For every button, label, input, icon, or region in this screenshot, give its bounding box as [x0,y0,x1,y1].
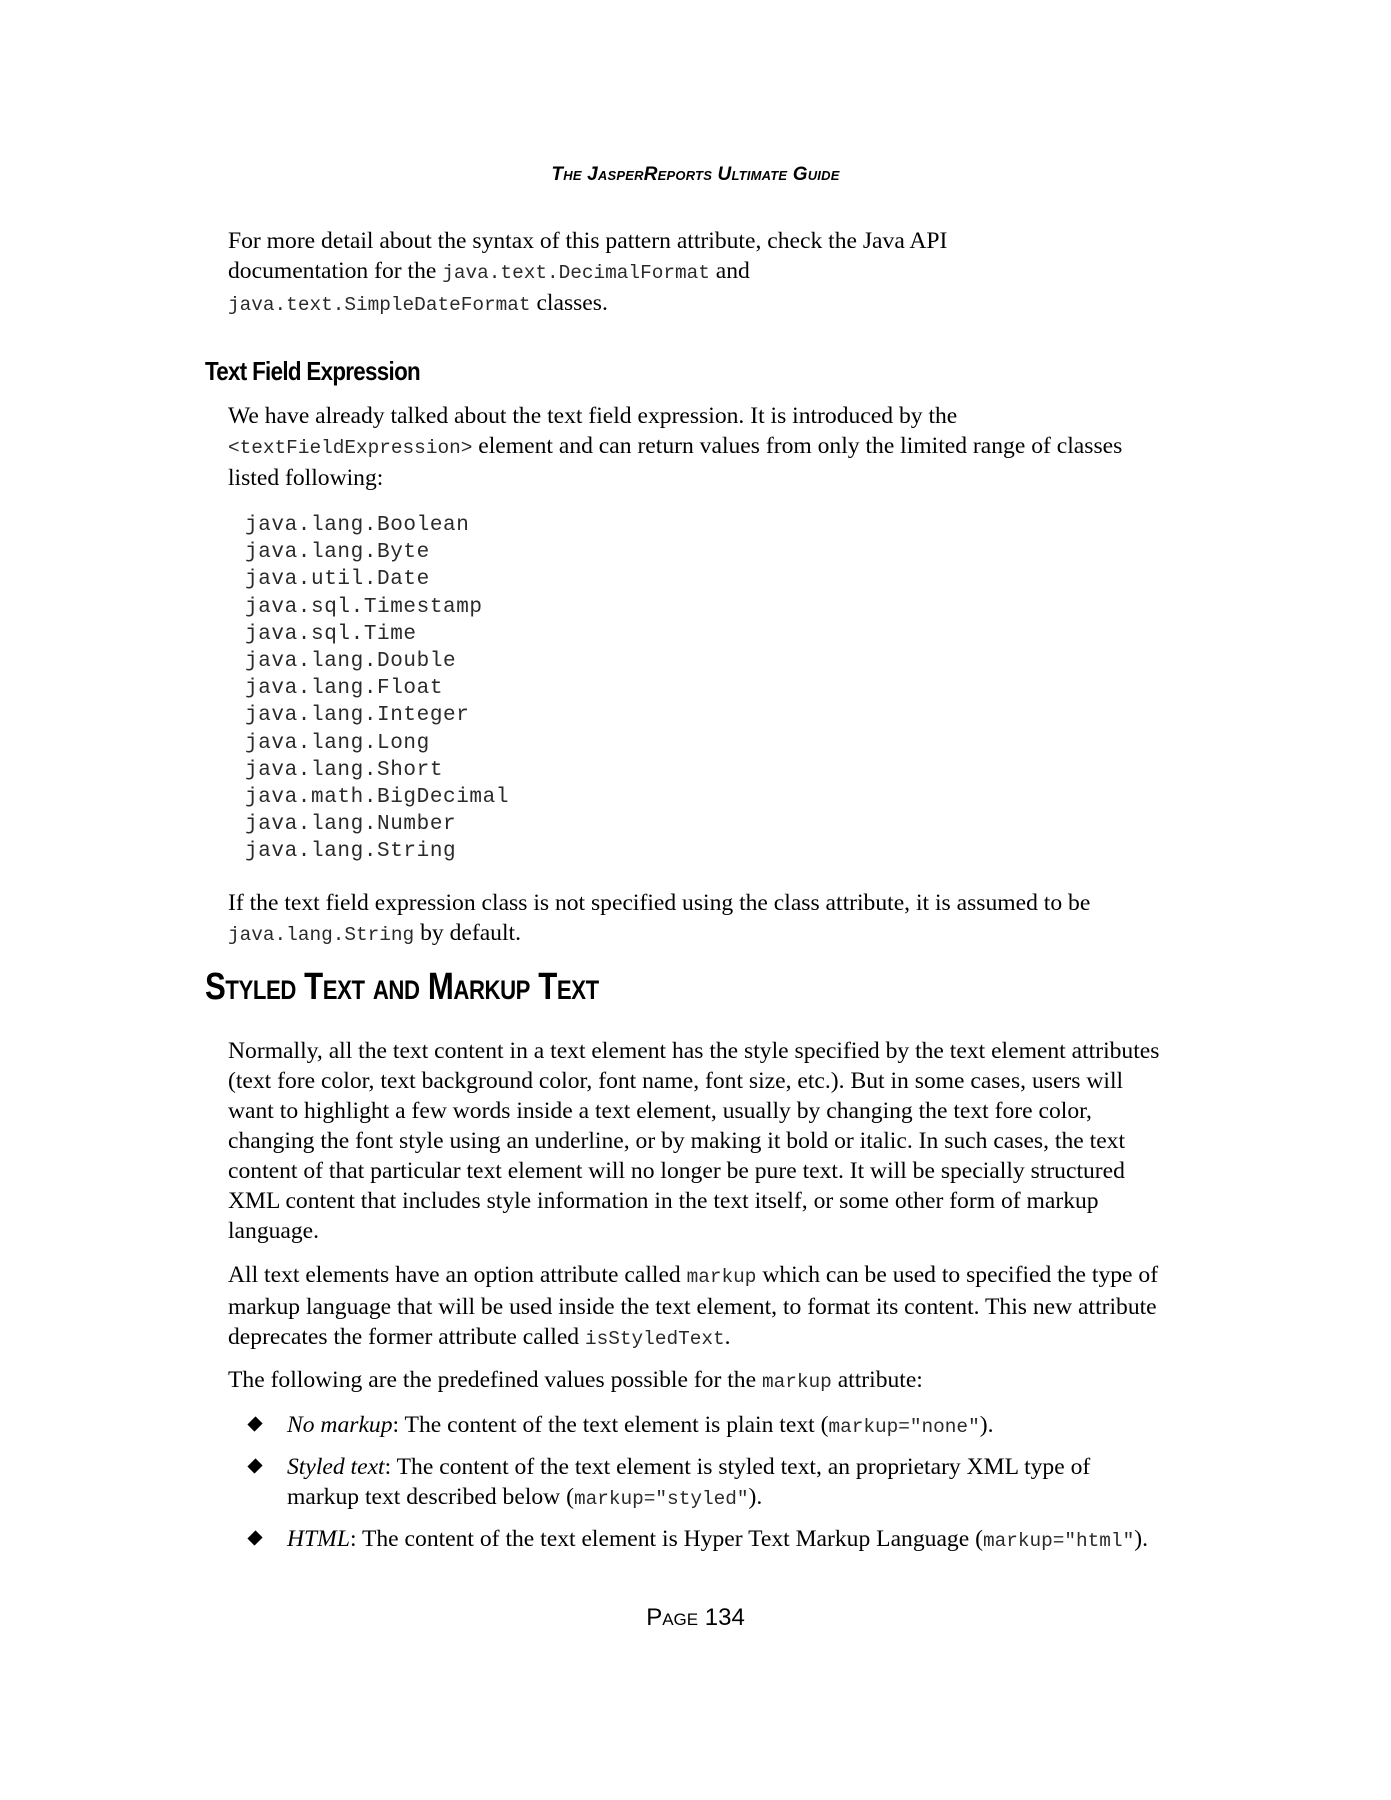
paragraph-text: If the text field expression class is not specified using the class attribute, it is assumed to be [228,890,1091,916]
inline-code: markup="html" [982,1530,1135,1552]
bullet-text: ). [979,1412,994,1438]
inline-code: markup [686,1266,757,1288]
section-heading-text-field-expression: Text Field Expression [205,356,421,386]
markup-value-item [248,1410,1168,1442]
class-list-item: java.math.BigDecimal [245,786,510,810]
styled-paragraph-3 [228,1365,1173,1397]
diamond-bullet-icon [247,1458,262,1473]
inline-code: java.text.SimpleDateFormat [228,294,531,316]
class-list-item: java.lang.Long [245,731,430,755]
running-header: The JasperReports Ultimate Guide [551,164,840,185]
bullet-text: : The content of the text element is Hyper Text Markup Language ( [349,1526,983,1552]
class-list-item: java.lang.Double [245,650,457,674]
inline-code: isStyledText [585,1328,725,1350]
inline-code: markup [761,1371,832,1393]
bullet-text: : The content of the text element is plain text ( [392,1412,829,1438]
paragraph-text: For more detail about the syntax of this pattern attribute, check the Java API documentation for the [228,228,948,284]
bullet-term: HTML [287,1526,350,1552]
bullet-text: ). [1134,1526,1148,1552]
intro-paragraph [228,226,988,320]
diamond-bullet-icon [247,1416,262,1431]
class-list-item: java.util.Date [245,568,430,592]
inline-code: java.lang.String [228,924,415,946]
class-list-item: java.lang.Short [245,758,444,782]
class-list-item: java.lang.Byte [245,541,430,565]
styled-paragraph-1: Normally, all the text content in a text element has the style specified by the text element attributes (text fore color, text background color, font name, font size, etc.). But in some cases, users will want to highlight a few words inside a text element, usually by changing the text fore color, changing the font style using an underline, or by making it bold or italic. In such cases, the text content of that particular text element will no longer be pure text. It will be specially structured XML content that includes style information in the text itself, or some other form of markup language. [228,1038,1160,1244]
paragraph-text: We have already talked about the text field expression. It is introduced by the [228,403,958,429]
class-list-item: java.lang.Number [245,813,457,837]
paragraph-text: which can be used to specified the type of markup language that will be used inside the text element, to format its content. This new attribute deprecates the former attribute called [228,1262,1159,1350]
markup-values-list [248,1410,1168,1566]
class-list-item: java.lang.String [245,840,457,864]
supported-classes-list [245,512,509,866]
section-heading-styled-text: Styled Text and Markup Text [205,966,599,1008]
class-list-item: java.sql.Timestamp [245,595,483,619]
paragraph-text: element and can return values from only the limited range of classes listed following: [228,433,1123,491]
class-list-item: java.lang.Boolean [245,514,470,537]
inline-code: markup="styled" [573,1488,749,1510]
text-field-paragraph-1 [228,401,1173,493]
page-number: Page 134 [646,1604,745,1631]
bullet-term: No markup [287,1412,393,1438]
markup-value-item [248,1524,1168,1556]
class-list-item: java.lang.Float [245,677,444,701]
inline-code: markup="none" [828,1416,980,1438]
paragraph-text: The following are the predefined values possible for the [228,1367,762,1393]
inline-code: <textFieldExpression> [228,437,473,459]
paragraph-text: classes. [530,290,608,316]
class-list-item: java.lang.Integer [245,704,470,728]
text-field-paragraph-2 [228,888,1173,950]
bullet-text: ). [748,1484,763,1510]
styled-paragraph-2 [228,1260,1173,1354]
bullet-term: Styled text [287,1454,385,1480]
paragraph-text: All text elements have an option attribute called [228,1262,687,1288]
class-list-item: java.sql.Time [245,622,417,646]
paragraph-text: . [724,1324,731,1350]
paragraph-text: by default. [414,920,521,946]
bullet-text: : The content of the text element is styled text, an proprietary XML type of markup text described below ( [287,1454,1091,1510]
inline-code: java.text.DecimalFormat [442,262,710,284]
paragraph-text: attribute: [831,1367,923,1393]
paragraph-text: and [709,258,750,284]
diamond-bullet-icon [247,1530,262,1545]
markup-value-item [248,1452,1168,1514]
